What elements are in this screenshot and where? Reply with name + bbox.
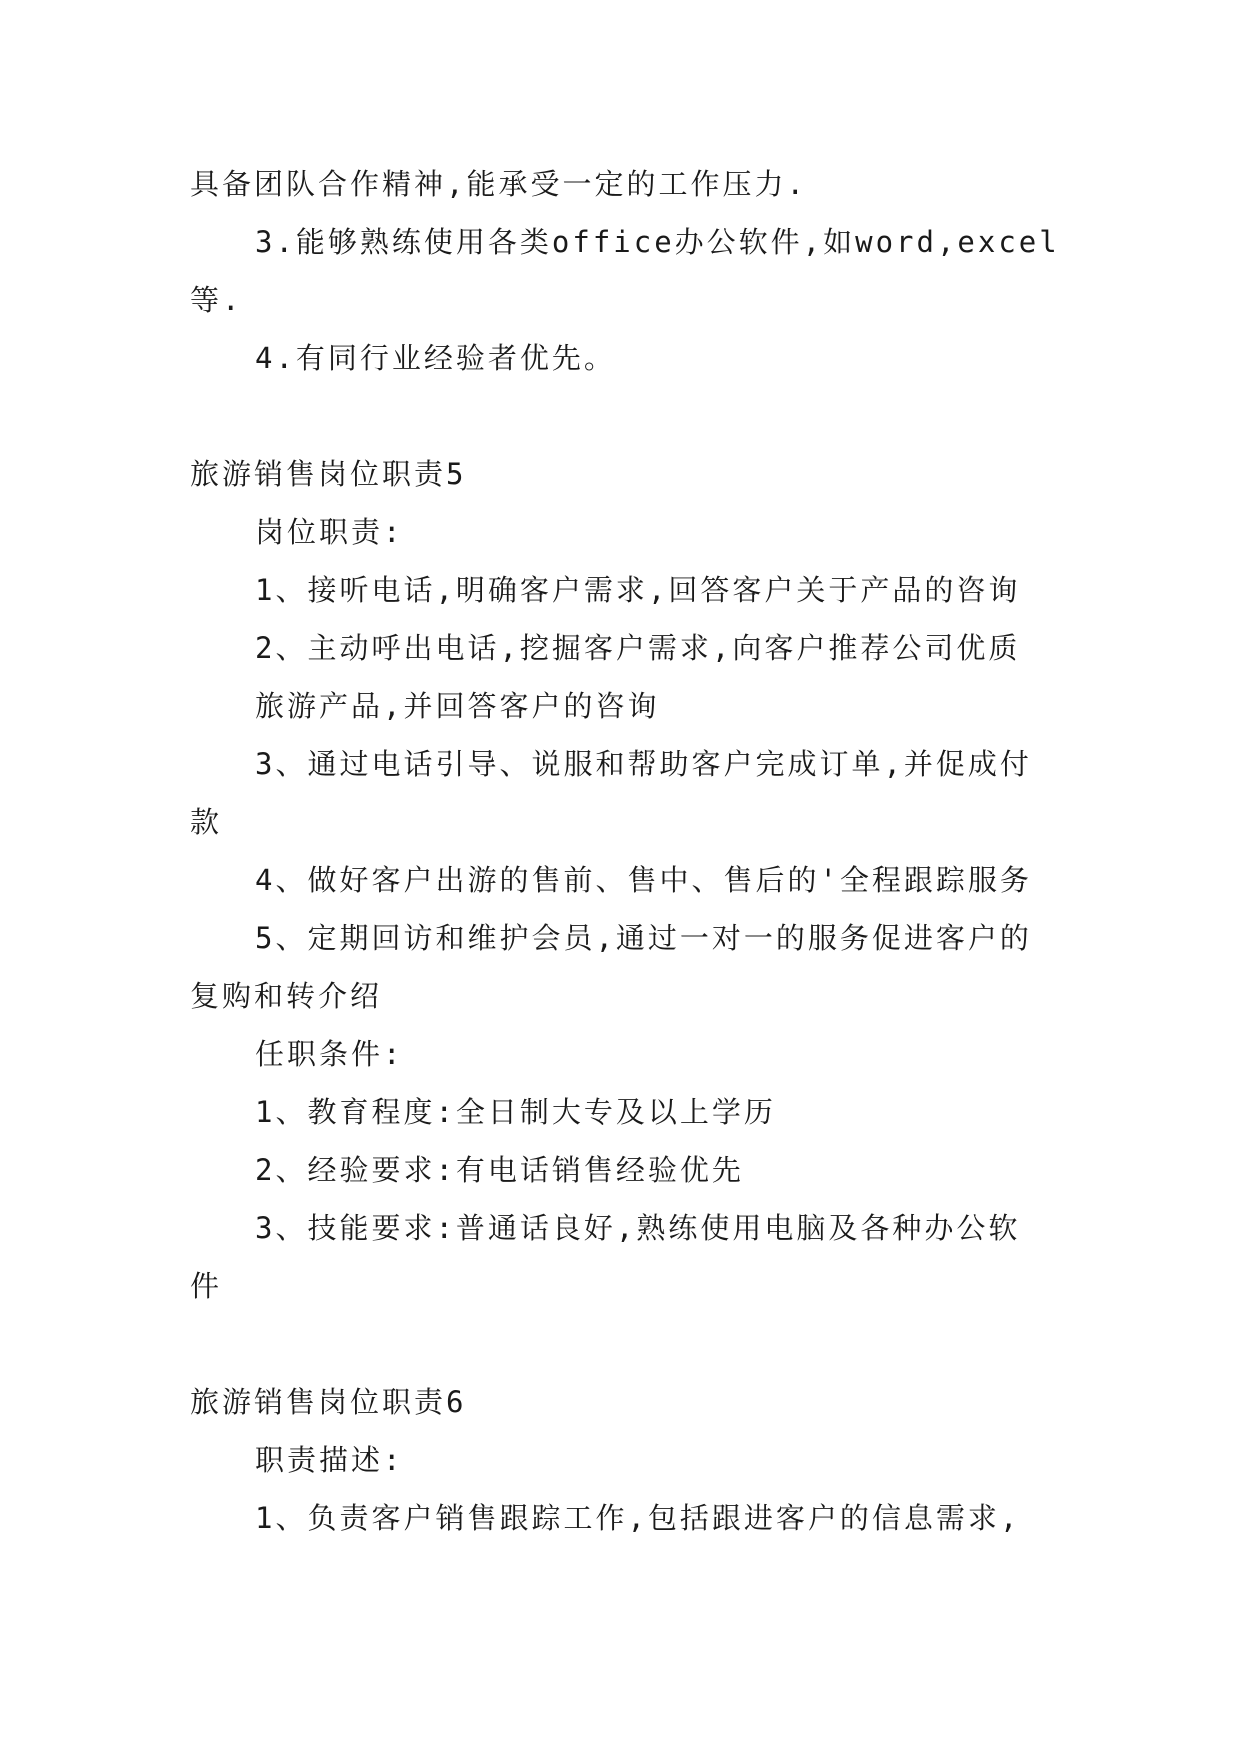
- section-heading: 旅游销售岗位职责5: [190, 457, 467, 491]
- text-line: 3、通过电话引导、说服和帮助客户完成订单,并促成付: [255, 747, 1032, 781]
- subheading: 岗位职责:: [255, 515, 404, 549]
- subheading: 职责描述:: [255, 1443, 404, 1477]
- text-line: 2、经验要求:有电话销售经验优先: [255, 1153, 744, 1187]
- text-line: 件: [190, 1269, 223, 1303]
- text-line: 旅游产品,并回答客户的咨询: [255, 689, 660, 723]
- text-line: 具备团队合作精神,能承受一定的工作压力.: [190, 167, 807, 201]
- text-line: 5、定期回访和维护会员,通过一对一的服务促进客户的: [255, 921, 1032, 955]
- text-line: 2、主动呼出电话,挖掘客户需求,向客户推荐公司优质: [255, 631, 1021, 665]
- text-line: 1、负责客户销售跟踪工作,包括跟进客户的信息需求,: [255, 1501, 1021, 1535]
- text-line: 4.有同行业经验者优先。: [255, 341, 616, 375]
- text-line: 3.能够熟练使用各类office办公软件,如word,excel: [255, 225, 1060, 259]
- text-line: 款: [190, 805, 223, 839]
- text-line: 1、接听电话,明确客户需求,回答客户关于产品的咨询: [255, 573, 1021, 607]
- text-line: 等.: [190, 283, 243, 317]
- text-line: 4、做好客户出游的售前、售中、售后的'全程跟踪服务: [255, 863, 1032, 897]
- subheading: 任职条件:: [255, 1037, 404, 1071]
- text-line: 1、教育程度:全日制大专及以上学历: [255, 1095, 776, 1129]
- section-heading: 旅游销售岗位职责6: [190, 1385, 467, 1419]
- text-line: 3、技能要求:普通话良好,熟练使用电脑及各种办公软: [255, 1211, 1021, 1245]
- text-line: 复购和转介绍: [190, 979, 383, 1013]
